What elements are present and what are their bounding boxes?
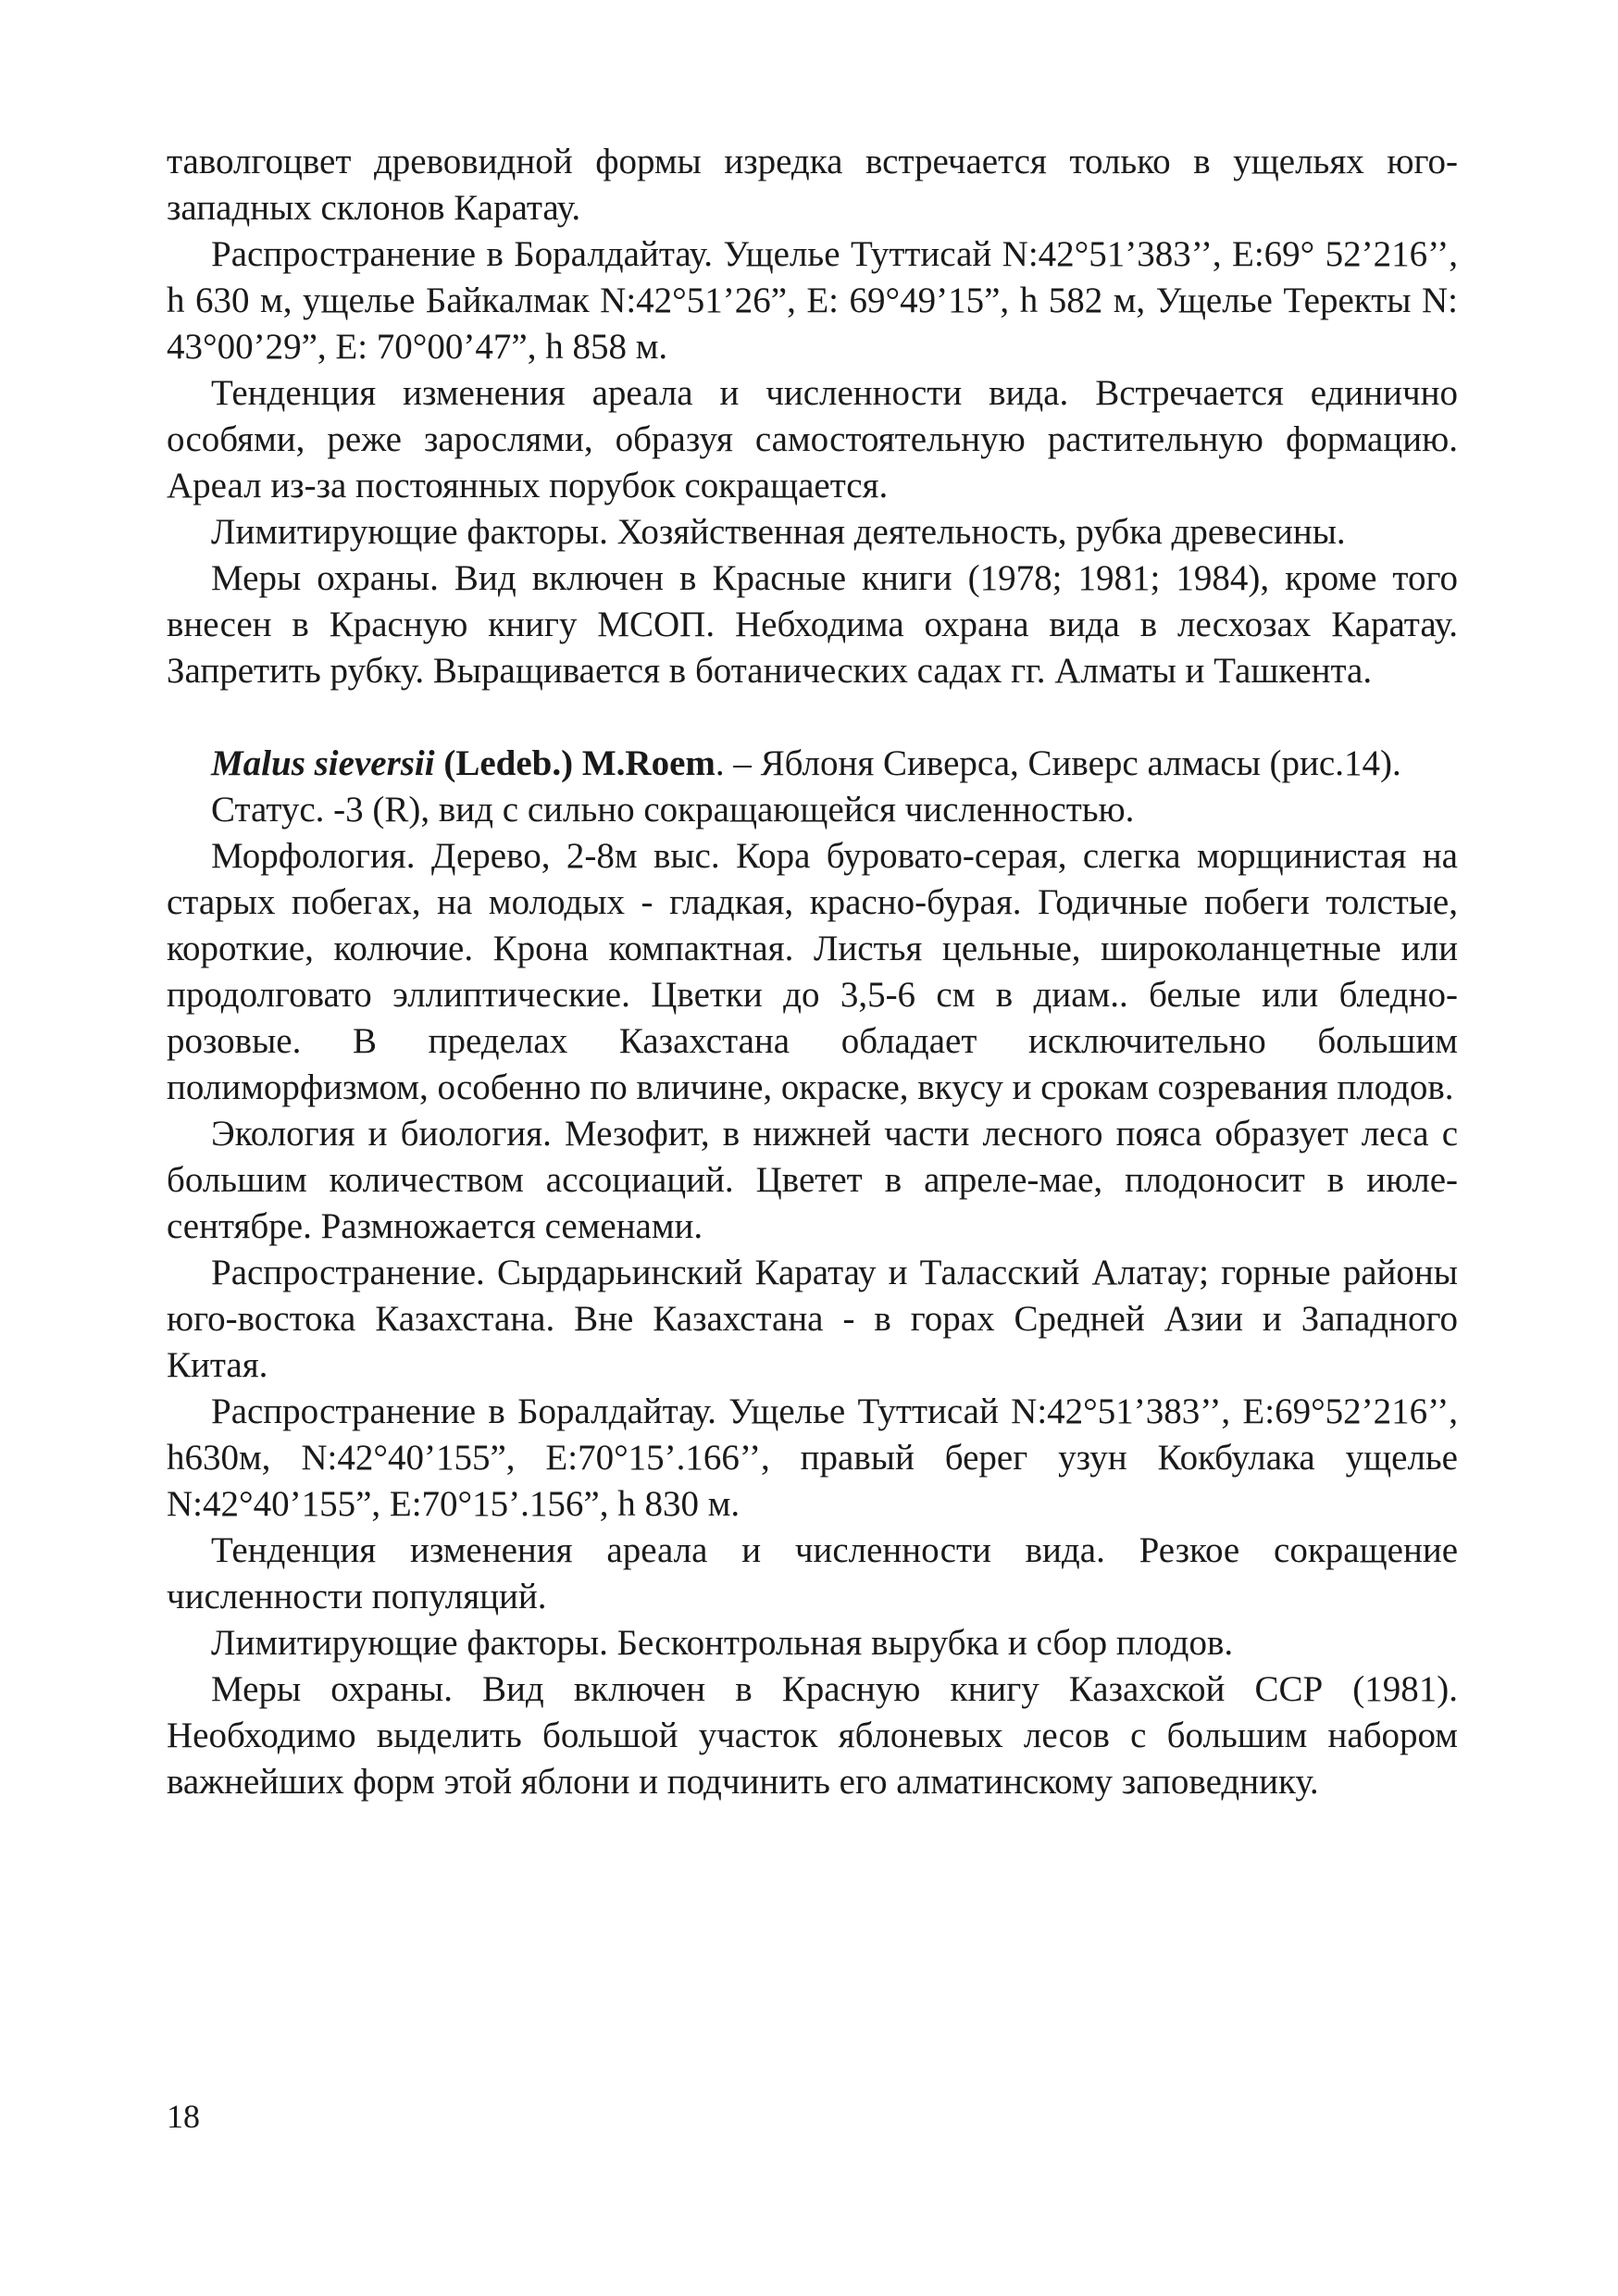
species-status: Статус. -3 (R), вид с сильно сокращающейся численностью. <box>211 790 1135 830</box>
species-trend: Тенденция изменения ареала и численности вида. Резкое сокращение численности популяций. <box>167 1530 1458 1616</box>
page-body <box>167 139 1458 1805</box>
prev-limiting-factors: Лимитирующие факторы. Хозяйственная деятельность, рубка древесины. <box>211 512 1346 552</box>
species-latin-name: Malus sieversii <box>211 743 435 783</box>
species-distribution-boraldaytau: Распространение в Боралдайтау. Ущелье Туттисай N:42°51’383’’, E:69°52’216’’, h630м, N:42°40’155”, E:70°15’.166’’, правый берег узун Кокбулака ущелье N:42°40’155”, E:70°15’.156”, h 830 м. <box>167 1391 1458 1524</box>
species-limiting-factors: Лимитирующие факторы. Бесконтрольная вырубка и сбор плодов. <box>211 1623 1234 1663</box>
species-morphology: Морфология. Дерево, 2-8м выс. Кора буровато-серая, слегка морщинистая на старых побегах, на молодых - гладкая, красно-бурая. Годичные побеги толстые, короткие, колючие. Крона компактная. Листья цельные, широколанцетные или продолговато эллиптические. Цветки до 3,5-6 см в диам.. белые или бледно-розовые. В пределах Казахстана обладает исключительно большим полиморфизмом, особенно по вличине, окраске, вкусу и срокам созревания плодов. <box>167 836 1458 1107</box>
species-author: (Ledeb.) M.Roem <box>443 743 716 783</box>
prev-protection: Меры охраны. Вид включен в Красные книги (1978; 1981; 1984), кроме того внесен в Красную книгу МСОП. Небходима охрана вида в лесхозах Каратау. Запретить рубку. Выращивается в ботанических садах гг. Алматы и Ташкента. <box>167 558 1458 691</box>
species-distribution: Распространение. Сырдарьинский Каратау и Таласский Алатау; горные районы юго-востока Казахстана. Вне Казахстана - в горах Средней Азии и Западного Китая. <box>167 1253 1458 1385</box>
page-number: 18 <box>167 2098 200 2135</box>
species-common-names: . – Яблоня Сиверса, Сиверс алмасы (рис.14). <box>715 743 1401 783</box>
prev-continuation: таволгоцвет древовидной формы изредка встречается только в ущельях юго-западных склонов Каратау. <box>167 142 1458 228</box>
prev-trend: Тенденция изменения ареала и численности вида. Встречается единично особями, реже зарослями, образуя самостоятельную растительную формацию. Ареал из-за постоянных порубок сокращается. <box>167 373 1458 505</box>
prev-distribution-boraldaytau: Распространение в Боралдайтау. Ущелье Туттисай N:42°51’383’’, E:69° 52’216’’, h 630 м, ущелье Байкалмак N:42°51’26”, E: 69°49’15”, h 582 м, Ущелье Теректы N: 43°00’29”, E: 70°00’47”, h 858 м. <box>167 234 1458 367</box>
species-protection: Меры охраны. Вид включен в Красную книгу Казахской ССР (1981). Необходимо выделить большой участок яблоневых лесов с большим набором важнейших форм этой яблони и подчинить его алматинскому заповеднику. <box>167 1669 1458 1802</box>
species-ecology: Экология и биология. Мезофит, в нижней части лесного пояса образует леса с большим количеством ассоциаций. Цветет в апреле-мае, плодоносит в июле-сентябре. Размножается семенами. <box>167 1114 1458 1246</box>
species-heading <box>167 741 1458 787</box>
